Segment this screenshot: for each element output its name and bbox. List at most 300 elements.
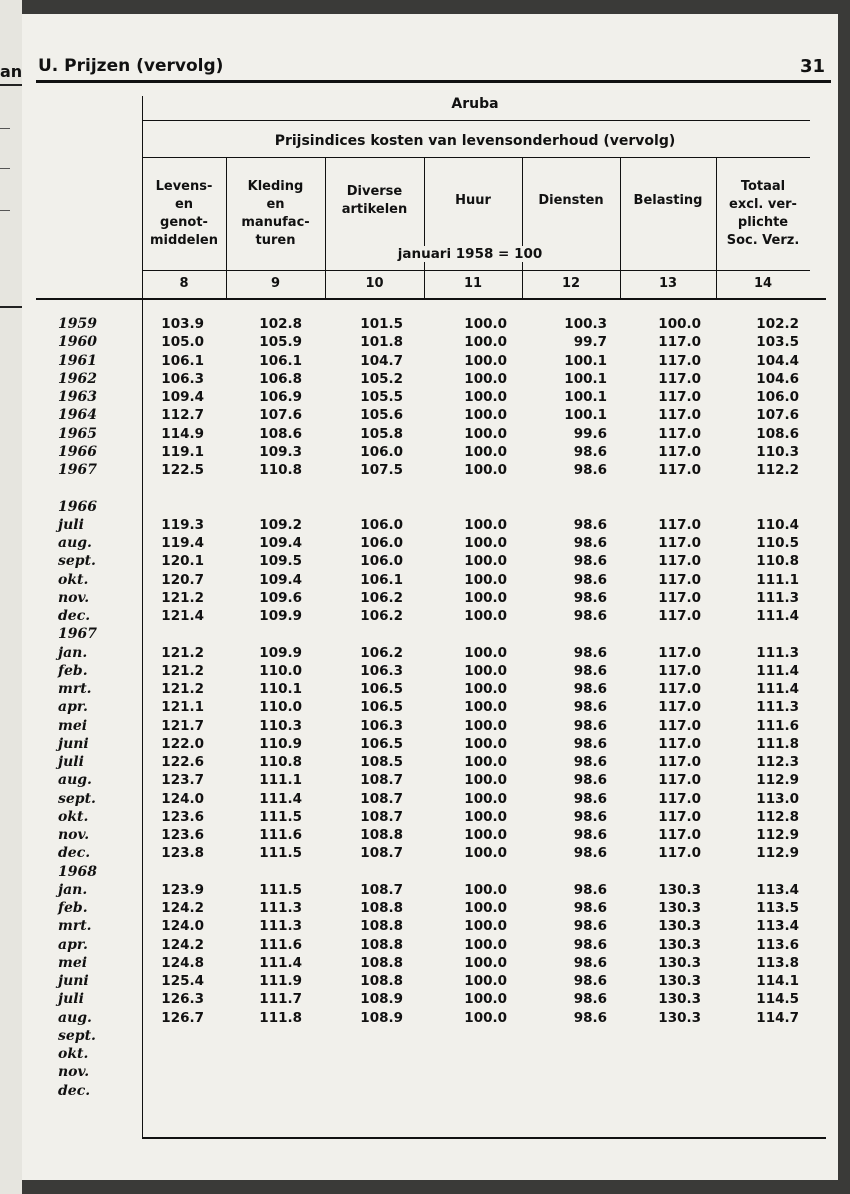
table-cell: 117.0 xyxy=(658,827,701,843)
table-cell: 111.3 xyxy=(756,645,799,661)
table-cell: 98.6 xyxy=(573,572,607,588)
table-cell: 112.9 xyxy=(756,845,799,861)
table-cell: 100.0 xyxy=(464,334,507,350)
table-cell: 99.6 xyxy=(573,426,607,442)
table-cell: 100.0 xyxy=(464,900,507,916)
table-cell: 121.2 xyxy=(161,663,204,679)
row-label: mei xyxy=(58,955,88,971)
table-cell: 113.0 xyxy=(756,791,799,807)
table-cell: 100.0 xyxy=(464,882,507,898)
table-cell xyxy=(547,479,607,497)
table-cell: 106.5 xyxy=(360,681,403,697)
table-cell xyxy=(242,1063,302,1081)
base-rule xyxy=(142,270,810,271)
table-cell: 98.6 xyxy=(573,754,607,770)
table-cell: 98.6 xyxy=(573,681,607,697)
table-cell: 98.6 xyxy=(573,900,607,916)
row-label: sept. xyxy=(58,1028,96,1044)
table-cell: 105.5 xyxy=(360,389,403,405)
table-cell xyxy=(343,1063,403,1081)
table-cell: 108.7 xyxy=(360,845,403,861)
table-cell: 105.2 xyxy=(360,371,403,387)
table-cell xyxy=(547,625,607,643)
table-cell: 106.3 xyxy=(360,718,403,734)
table-cell: 110.8 xyxy=(259,754,302,770)
table-cell: 111.1 xyxy=(756,572,799,588)
table-cell: 106.2 xyxy=(360,590,403,606)
table-cell: 108.6 xyxy=(259,426,302,442)
table-cell: 108.8 xyxy=(360,955,403,971)
table-cell: 104.4 xyxy=(756,353,799,369)
table-cell: 106.9 xyxy=(259,389,302,405)
table-cell: 130.3 xyxy=(658,882,701,898)
table-cell: 113.4 xyxy=(756,918,799,934)
table-cell: 130.3 xyxy=(658,1010,701,1026)
column-number-10: 10 xyxy=(365,276,384,291)
table-cell xyxy=(739,1082,799,1100)
table-cell: 108.8 xyxy=(360,827,403,843)
table-cell: 112.9 xyxy=(756,772,799,788)
table-cell: 111.4 xyxy=(756,681,799,697)
table-cell: 100.0 xyxy=(464,590,507,606)
table-cell: 108.9 xyxy=(360,991,403,1007)
table-cell: 105.9 xyxy=(259,334,302,350)
table-cell: 111.8 xyxy=(259,1010,302,1026)
row-label: okt. xyxy=(58,572,89,588)
table-cell: 100.0 xyxy=(464,517,507,533)
table-cell xyxy=(242,1027,302,1045)
table-cell xyxy=(447,1063,507,1081)
table-cell: 130.3 xyxy=(658,900,701,916)
table-cell: 117.0 xyxy=(658,426,701,442)
table-cell: 101.5 xyxy=(360,316,403,332)
facing-page-edge xyxy=(0,0,22,1194)
table-cell xyxy=(242,479,302,497)
table-cell: 108.5 xyxy=(360,754,403,770)
table-cell: 109.3 xyxy=(259,444,302,460)
row-label: mrt. xyxy=(58,681,92,697)
row-label: okt. xyxy=(58,809,89,825)
table-cell: 110.3 xyxy=(259,718,302,734)
table-cell: 108.8 xyxy=(360,937,403,953)
table-cell: 100.0 xyxy=(464,681,507,697)
table-cell xyxy=(144,1082,204,1100)
table-cell: 117.0 xyxy=(658,462,701,478)
table-cell: 124.0 xyxy=(161,918,204,934)
table-cell: 106.0 xyxy=(756,389,799,405)
table-cell xyxy=(641,625,701,643)
table-cell: 106.5 xyxy=(360,699,403,715)
table-cell: 130.3 xyxy=(658,991,701,1007)
table-cell: 100.0 xyxy=(464,426,507,442)
page-number: 31 xyxy=(800,56,826,77)
row-label: sept. xyxy=(58,553,96,569)
row-label: 1967 xyxy=(58,626,97,642)
table-cell: 117.0 xyxy=(658,809,701,825)
table-cell: 108.8 xyxy=(360,900,403,916)
row-label: mei xyxy=(58,718,88,734)
table-cell: 100.0 xyxy=(464,462,507,478)
table-cell: 105.8 xyxy=(360,426,403,442)
table-cell: 111.4 xyxy=(756,663,799,679)
table-cell: 105.6 xyxy=(360,407,403,423)
row-label: 1964 xyxy=(58,407,97,423)
table-cell: 100.0 xyxy=(464,663,507,679)
table-cell: 108.6 xyxy=(756,426,799,442)
table-cell: 123.7 xyxy=(161,772,204,788)
table-cell: 100.0 xyxy=(464,699,507,715)
table-cell xyxy=(144,479,204,497)
row-label: jan. xyxy=(58,882,88,898)
table-cell: 100.0 xyxy=(464,809,507,825)
table-cell: 110.8 xyxy=(259,462,302,478)
table-cell: 121.2 xyxy=(161,645,204,661)
table-cell: 110.8 xyxy=(756,553,799,569)
facing-page-tick xyxy=(0,128,10,129)
column-divider xyxy=(716,157,717,298)
table-cell xyxy=(144,1045,204,1063)
column-header-8: Levens- en genot- middelen xyxy=(150,179,218,248)
table-cell: 100.0 xyxy=(464,353,507,369)
table-cell: 99.7 xyxy=(573,334,607,350)
table-cell: 110.4 xyxy=(756,517,799,533)
table-cell xyxy=(739,1045,799,1063)
table-cell: 117.0 xyxy=(658,718,701,734)
table-cell: 108.8 xyxy=(360,918,403,934)
table-cell xyxy=(144,625,204,643)
table-cell: 121.4 xyxy=(161,608,204,624)
table-cell: 109.6 xyxy=(259,590,302,606)
table-cell: 117.0 xyxy=(658,353,701,369)
table-cell: 111.5 xyxy=(259,845,302,861)
table-cell: 111.6 xyxy=(259,827,302,843)
row-label: 1963 xyxy=(58,389,97,405)
table-cell: 100.1 xyxy=(564,407,607,423)
table-cell: 117.0 xyxy=(658,736,701,752)
table-cell: 117.0 xyxy=(658,754,701,770)
row-label: jan. xyxy=(58,645,88,661)
table-cell: 104.6 xyxy=(756,371,799,387)
table-cell: 117.0 xyxy=(658,772,701,788)
region-title: Aruba xyxy=(451,96,499,112)
table-cell: 122.6 xyxy=(161,754,204,770)
row-label: 1961 xyxy=(58,353,97,369)
table-cell: 117.0 xyxy=(658,444,701,460)
table-cell: 98.6 xyxy=(573,845,607,861)
row-label: 1965 xyxy=(58,426,97,442)
table-cell xyxy=(641,1045,701,1063)
table-cell: 109.9 xyxy=(259,608,302,624)
table-cell: 106.0 xyxy=(360,517,403,533)
table-cell: 108.8 xyxy=(360,973,403,989)
table-cell: 111.3 xyxy=(756,590,799,606)
table-cell xyxy=(547,1027,607,1045)
table-cell: 114.7 xyxy=(756,1010,799,1026)
row-label: juni xyxy=(58,973,89,989)
row-label: sept. xyxy=(58,791,96,807)
table-cell: 111.5 xyxy=(259,882,302,898)
column-divider xyxy=(620,157,621,298)
table-cell xyxy=(641,1063,701,1081)
table-cell: 109.9 xyxy=(259,645,302,661)
table-cell: 123.9 xyxy=(161,882,204,898)
table-cell: 117.0 xyxy=(658,334,701,350)
table-cell: 100.0 xyxy=(464,645,507,661)
table-cell xyxy=(447,625,507,643)
table-cell xyxy=(739,1063,799,1081)
column-number-rule xyxy=(36,298,826,300)
table-cell xyxy=(144,1027,204,1045)
table-cell: 126.3 xyxy=(161,991,204,1007)
table-cell: 100.0 xyxy=(464,608,507,624)
table-cell: 106.0 xyxy=(360,553,403,569)
table-cell: 119.3 xyxy=(161,517,204,533)
table-cell: 109.5 xyxy=(259,553,302,569)
table-cell xyxy=(641,498,701,516)
table-cell: 111.4 xyxy=(259,955,302,971)
row-label: feb. xyxy=(58,663,88,679)
table-cell: 126.7 xyxy=(161,1010,204,1026)
table-cell: 117.0 xyxy=(658,791,701,807)
table-cell: 98.6 xyxy=(573,791,607,807)
table-cell: 124.2 xyxy=(161,900,204,916)
table-cell: 117.0 xyxy=(658,608,701,624)
table-cell: 100.0 xyxy=(464,955,507,971)
table-cell: 102.2 xyxy=(756,316,799,332)
table-cell: 98.6 xyxy=(573,553,607,569)
table-cell xyxy=(242,1082,302,1100)
table-cell xyxy=(547,498,607,516)
row-label: aug. xyxy=(58,772,92,788)
table-cell: 106.1 xyxy=(259,353,302,369)
table-cell: 105.0 xyxy=(161,334,204,350)
table-cell: 100.0 xyxy=(464,991,507,1007)
table-cell: 120.1 xyxy=(161,553,204,569)
column-number-14: 14 xyxy=(753,276,773,291)
table-cell: 121.2 xyxy=(161,590,204,606)
table-cell xyxy=(343,1045,403,1063)
table-cell: 111.3 xyxy=(259,918,302,934)
table-cell: 119.4 xyxy=(161,535,204,551)
table-cell: 113.5 xyxy=(756,900,799,916)
table-cell: 107.5 xyxy=(360,462,403,478)
row-label: 1960 xyxy=(58,334,97,350)
table-cell: 100.0 xyxy=(464,718,507,734)
column-number-9: 9 xyxy=(270,276,281,291)
table-cell xyxy=(641,863,701,881)
table-cell: 98.6 xyxy=(573,1010,607,1026)
table-cell: 106.3 xyxy=(161,371,204,387)
table-cell: 107.6 xyxy=(259,407,302,423)
table-cell: 98.6 xyxy=(573,645,607,661)
table-cell: 123.8 xyxy=(161,845,204,861)
table-cell xyxy=(144,1063,204,1081)
table-cell: 100.0 xyxy=(464,1010,507,1026)
row-label: 1968 xyxy=(58,864,97,880)
table-cell: 130.3 xyxy=(658,955,701,971)
table-cell: 106.5 xyxy=(360,736,403,752)
table-cell: 123.6 xyxy=(161,809,204,825)
column-header-13: Belasting xyxy=(633,193,703,208)
table-cell: 111.1 xyxy=(259,772,302,788)
table-cell xyxy=(343,625,403,643)
table-cell xyxy=(547,1082,607,1100)
table-cell: 117.0 xyxy=(658,517,701,533)
table-cell: 111.4 xyxy=(756,608,799,624)
table-cell: 114.1 xyxy=(756,973,799,989)
table-cell: 100.0 xyxy=(464,389,507,405)
table-cell: 124.0 xyxy=(161,791,204,807)
table-cell: 117.0 xyxy=(658,535,701,551)
table-cell: 100.0 xyxy=(464,535,507,551)
bottom-rule xyxy=(142,1137,826,1139)
table-cell xyxy=(447,479,507,497)
table-cell: 117.0 xyxy=(658,663,701,679)
table-cell xyxy=(547,1063,607,1081)
table-cell xyxy=(447,1027,507,1045)
row-label: 1966 xyxy=(58,444,97,460)
table-cell: 98.6 xyxy=(573,973,607,989)
row-label: 1962 xyxy=(58,371,97,387)
table-cell: 110.1 xyxy=(259,681,302,697)
table-cell: 111.3 xyxy=(756,699,799,715)
table-cell: 100.1 xyxy=(564,371,607,387)
table-cell: 114.5 xyxy=(756,991,799,1007)
table-cell xyxy=(739,498,799,516)
row-label: dec. xyxy=(58,608,91,624)
table-cell: 109.4 xyxy=(161,389,204,405)
table-cell: 117.0 xyxy=(658,371,701,387)
table-cell: 106.8 xyxy=(259,371,302,387)
table-cell: 108.7 xyxy=(360,772,403,788)
column-divider xyxy=(424,157,425,298)
table-cell: 112.8 xyxy=(756,809,799,825)
facing-page-rule xyxy=(0,306,22,308)
table-cell: 117.0 xyxy=(658,699,701,715)
table-cell: 110.9 xyxy=(259,736,302,752)
table-cell: 124.8 xyxy=(161,955,204,971)
table-cell: 98.6 xyxy=(573,991,607,1007)
table-cell xyxy=(641,1027,701,1045)
table-cell: 98.6 xyxy=(573,918,607,934)
table-cell: 106.3 xyxy=(360,663,403,679)
table-cell: 100.0 xyxy=(464,791,507,807)
row-label: juli xyxy=(58,754,84,770)
table-cell: 108.7 xyxy=(360,791,403,807)
row-label: 1959 xyxy=(58,316,97,332)
table-cell: 100.0 xyxy=(464,845,507,861)
table-cell: 113.6 xyxy=(756,937,799,953)
table-cell xyxy=(242,498,302,516)
table-cell: 106.2 xyxy=(360,645,403,661)
header-rule xyxy=(36,80,831,83)
table-cell xyxy=(641,1082,701,1100)
table-cell: 119.1 xyxy=(161,444,204,460)
column-header-14: Totaal excl. ver- plichte Soc. Verz. xyxy=(726,179,800,248)
table-cell: 122.5 xyxy=(161,462,204,478)
table-cell: 130.3 xyxy=(658,918,701,934)
table-cell: 98.6 xyxy=(573,827,607,843)
table-cell: 100.0 xyxy=(464,754,507,770)
table-cell: 100.3 xyxy=(564,316,607,332)
column-header-12: Diensten xyxy=(538,193,604,208)
table-cell: 98.6 xyxy=(573,937,607,953)
table-cell: 100.0 xyxy=(464,444,507,460)
table-cell: 110.5 xyxy=(756,535,799,551)
facing-page-fragment: an xyxy=(0,62,22,81)
row-label: feb. xyxy=(58,900,88,916)
table-cell: 98.6 xyxy=(573,590,607,606)
table-cell xyxy=(343,1082,403,1100)
table-cell: 98.6 xyxy=(573,535,607,551)
table-cell: 117.0 xyxy=(658,645,701,661)
column-number-8: 8 xyxy=(179,276,189,291)
section-title: U. Prijzen (vervolg) xyxy=(38,56,224,76)
table-cell: 98.6 xyxy=(573,882,607,898)
table-cell: 117.0 xyxy=(658,845,701,861)
table-cell: 98.6 xyxy=(573,444,607,460)
table-cell xyxy=(739,625,799,643)
table-cell: 98.6 xyxy=(573,699,607,715)
table-subtitle: Prijsindices kosten van levensonderhoud (vervolg) xyxy=(274,133,676,149)
table-cell: 117.0 xyxy=(658,572,701,588)
column-header-11: Huur xyxy=(455,193,491,208)
table-cell: 123.6 xyxy=(161,827,204,843)
table-cell: 100.0 xyxy=(464,827,507,843)
table-cell xyxy=(242,863,302,881)
table-cell xyxy=(447,1045,507,1063)
table-cell: 120.7 xyxy=(161,572,204,588)
row-label: juli xyxy=(58,991,84,1007)
table-cell xyxy=(447,1082,507,1100)
column-divider xyxy=(226,157,227,298)
table-cell xyxy=(144,863,204,881)
table-cell: 122.0 xyxy=(161,736,204,752)
table-cell: 111.7 xyxy=(259,991,302,1007)
table-cell: 108.7 xyxy=(360,809,403,825)
row-label: nov. xyxy=(58,827,90,843)
row-label: dec. xyxy=(58,845,91,861)
table-cell xyxy=(242,625,302,643)
table-cell: 100.1 xyxy=(564,353,607,369)
table-cell xyxy=(242,1045,302,1063)
table-cell: 130.3 xyxy=(658,973,701,989)
row-label: aug. xyxy=(58,535,92,551)
row-label: apr. xyxy=(58,937,88,953)
table-cell: 100.0 xyxy=(464,937,507,953)
table-cell xyxy=(447,498,507,516)
table-cell: 112.7 xyxy=(161,407,204,423)
table-cell: 121.2 xyxy=(161,681,204,697)
column-number-13: 13 xyxy=(658,276,678,291)
table-cell xyxy=(547,863,607,881)
table-cell xyxy=(343,479,403,497)
table-cell: 100.0 xyxy=(464,572,507,588)
table-cell: 121.7 xyxy=(161,718,204,734)
table-cell xyxy=(739,863,799,881)
table-cell xyxy=(343,498,403,516)
table-cell: 98.6 xyxy=(573,955,607,971)
column-header-9: Kleding en manufac- turen xyxy=(241,179,310,248)
table-cell: 107.6 xyxy=(756,407,799,423)
table-cell: 108.9 xyxy=(360,1010,403,1026)
table-cell: 104.7 xyxy=(360,353,403,369)
table-cell: 100.0 xyxy=(464,736,507,752)
row-label: aug. xyxy=(58,1010,92,1026)
table-cell: 100.0 xyxy=(464,553,507,569)
table-cell: 102.8 xyxy=(259,316,302,332)
column-number-12: 12 xyxy=(561,276,581,291)
